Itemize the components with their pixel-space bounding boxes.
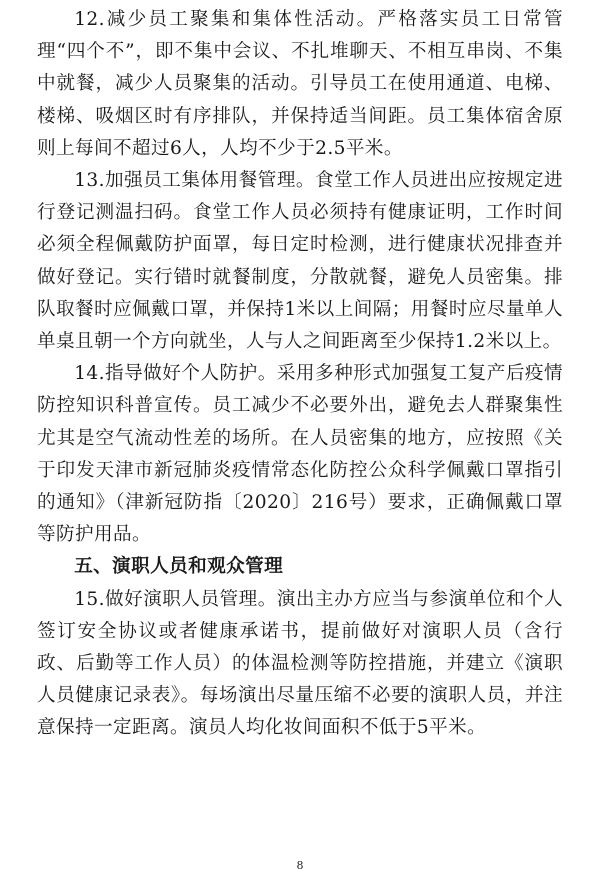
paragraph-12: 12.减少员工聚集和集体性活动。严格落实员工日常管理“四个不”，即不集中会议、不扎堆聊天、不相互串岗、不集中就餐，减少人员聚集的活动。引导员工在使用通道、电梯、楼梯、吸烟区时有序排队，并保持适当间距。员工集体宿舍原则上每间不超过6人，人均不少于2.5平米。 — [37, 9, 563, 159]
paragraph-15: 15.做好演职人员管理。演出主办方应当与参演单位和个人签订安全协议或者健康承诺书，提前做好对演职人员（含行政、后勤等工作人员）的体温检测等防控措施，并建立《演职人员健康记录表》。每场演出尽量压缩不必要的演职人员，并注意保持一定距离。演员人均化妆间面积不低于5平米。 — [37, 588, 563, 739]
paragraph-13: 13.加强员工集体用餐管理。食堂工作人员进出应按规定进行登记测温扫码。食堂工作人员必须持有健康证明，工作时间必须全程佩戴防护面罩，每日定时检测，进行健康状况排查并做好登记。实行错时就餐制度，分散就餐，避免人员密集。排队取餐时应佩戴口罩，并保持1米以上间隔；用餐时应尽量单人单桌且朝一个方向就坐，人与人之间距离至少保持1.2米以上。 — [37, 170, 563, 353]
page-number: 8 — [296, 859, 304, 872]
document-body — [37, 4, 563, 745]
section-heading-5: 五、演职人员和观众管理 — [74, 556, 284, 578]
paragraph-14: 14.指导做好个人防护。采用多种形式加强复工复产后疫情防控知识科普宣传。员工减少不必要外出，避免去人群聚集性尤其是空气流动性差的场所。在人员密集的地方，应按照《关于印发天津市新冠肺炎疫情常态化防控公众科学佩戴口罩指引的通知》（津新冠防指〔2020〕216号）要求，正确佩戴口罩等防护用品。 — [37, 363, 563, 546]
